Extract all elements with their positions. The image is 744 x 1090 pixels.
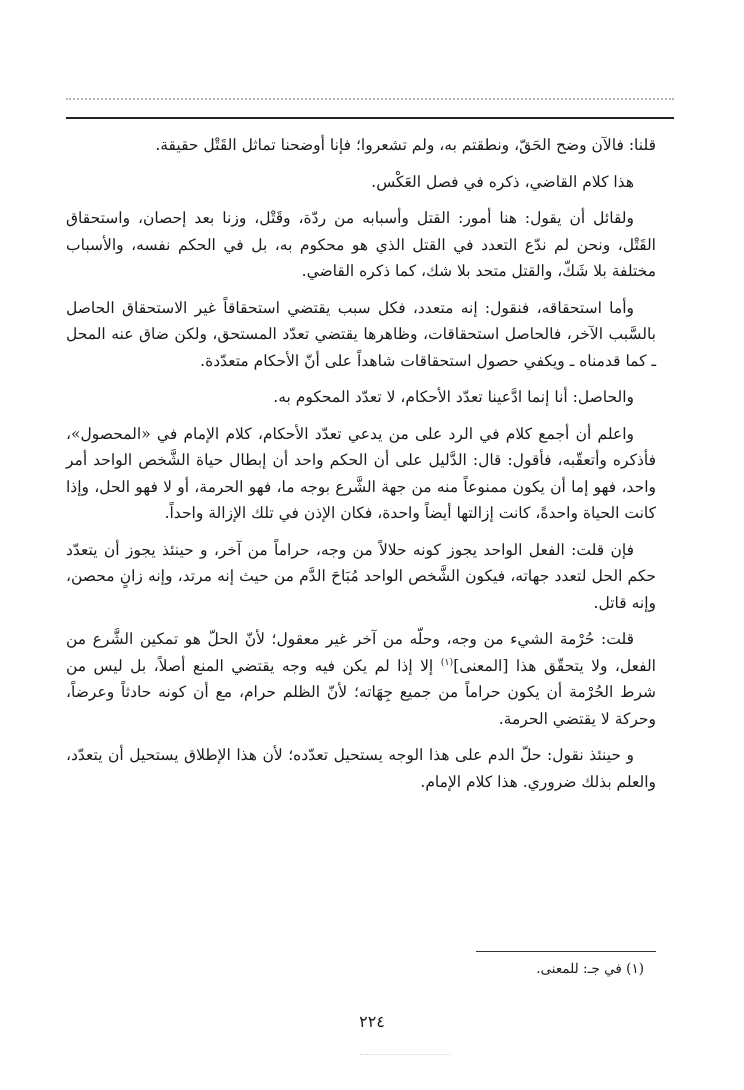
paragraph: هذا كلام القاضي، ذكره في فصل العَكْس.: [371, 172, 634, 191]
paragraph: وأما استحقاقه، فنقول: إنه متعدد، فكل سبب يقتضي استحقاقاً غير الاستحقاق الحاصل بالسَّبب الآخر، فالحاصل استحقاقات، وظاهرها يقتضي تعدّد المستحق، ولكن ضاق عنه المحل ـ كما قدمناه ـ ويكفي حصول استحقاقات شاهداً على أنّ الأحكام متعدّدة.: [66, 298, 656, 370]
paragraph-with-footnote: [66, 626, 656, 732]
paragraph-text: قلت: حُرْمة الشيء من وجه، وحلّه من آخر غير معقول؛ لأنّ الحلّ هو تمكين الشَّرع من الفعل، ولا يتحقّق هذا [المعنى]: [66, 630, 656, 675]
header-dotted-line: [66, 88, 674, 100]
main-text: [66, 132, 656, 805]
footnote: (١) في جـ: للمعنى.: [536, 961, 644, 977]
footnote-reference: (١): [440, 656, 454, 668]
header-rule: [66, 117, 674, 119]
footer-dotted-line: [360, 1054, 450, 1055]
footnote-separator: [476, 951, 656, 952]
page-number: ٢٢٤: [359, 1012, 385, 1031]
paragraph: قلنا: فالآن وضح الحَقّ، ونطقتم به، ولم تشعروا؛ فإنا أوضحنا تماثل القَتْل حقيقة.: [155, 136, 656, 154]
paragraph: و حينئذ نقول: حلّ الدم على هذا الوجه يستحيل تعدّده؛ لأن هذا الإطلاق يستحيل أن يتعدّد، والعلم بذلك ضروري. هذا كلام الإمام.: [66, 746, 656, 791]
paragraph: والحاصل: أنا إنما ادَّعينا تعدّد الأحكام، لا تعدّد المحكوم به.: [273, 388, 634, 406]
paragraph: ولقائل أن يقول: هنا أمور: القتل وأسبابه من ردّة، وقَتْل، وزنا بعد إحصان، واستحقاق القَتْل، ونحن لم ندّع التعدد في القتل الذي هو محكوم به، بل في الحكم نفسه، والأسباب مختلفة بلا شَكّ، والقتل متحد بلا شك، كما ذكره القاضي.: [66, 209, 656, 280]
paragraph-text: إلا إذا لم يكن فيه وجه يقتضي المنع أصلاً، بل ليس من شرط الحُرْمة أن يكون حراماً من جميع جِهَاته؛ لأنّ الظلم حرام، مع أن كونه حادثاً وعرضاً، وحركة لا يقتضي الحرمة.: [66, 656, 656, 728]
paragraph: واعلم أن أجمع كلام في الرد على من يدعي تعدّد الأحكام، كلام الإمام في «المحصول»، فأذكره وأتعقّبه، فأقول: قال: الدَّليل على أن الحكم واحد أن إبطال حياة الشَّخص الواحد أمر واحد، فهو إما أن يكون ممنوعاً منه من جهة الشَّرع بوجه ما، فهو الحرمة، أو لا فهو الحل، وإذا كانت الحياة واحدةً، كانت إزالتها أيضاً واحدة، فكان الإذن في تلك الإزالة واحداً.: [66, 424, 656, 522]
paragraph: فإن قلت: الفعل الواحد يجوز كونه حلالاً من وجه، حراماً من آخر، و حينئذ يجوز أن يتعدّد حكم الحل لتعدد جهاته، فيكون الشَّخص الواحد مُبَاحَ الدَّم من حيث إنه مرتد، وإنه زانٍ محصن، وإنه قاتل.: [66, 540, 656, 612]
